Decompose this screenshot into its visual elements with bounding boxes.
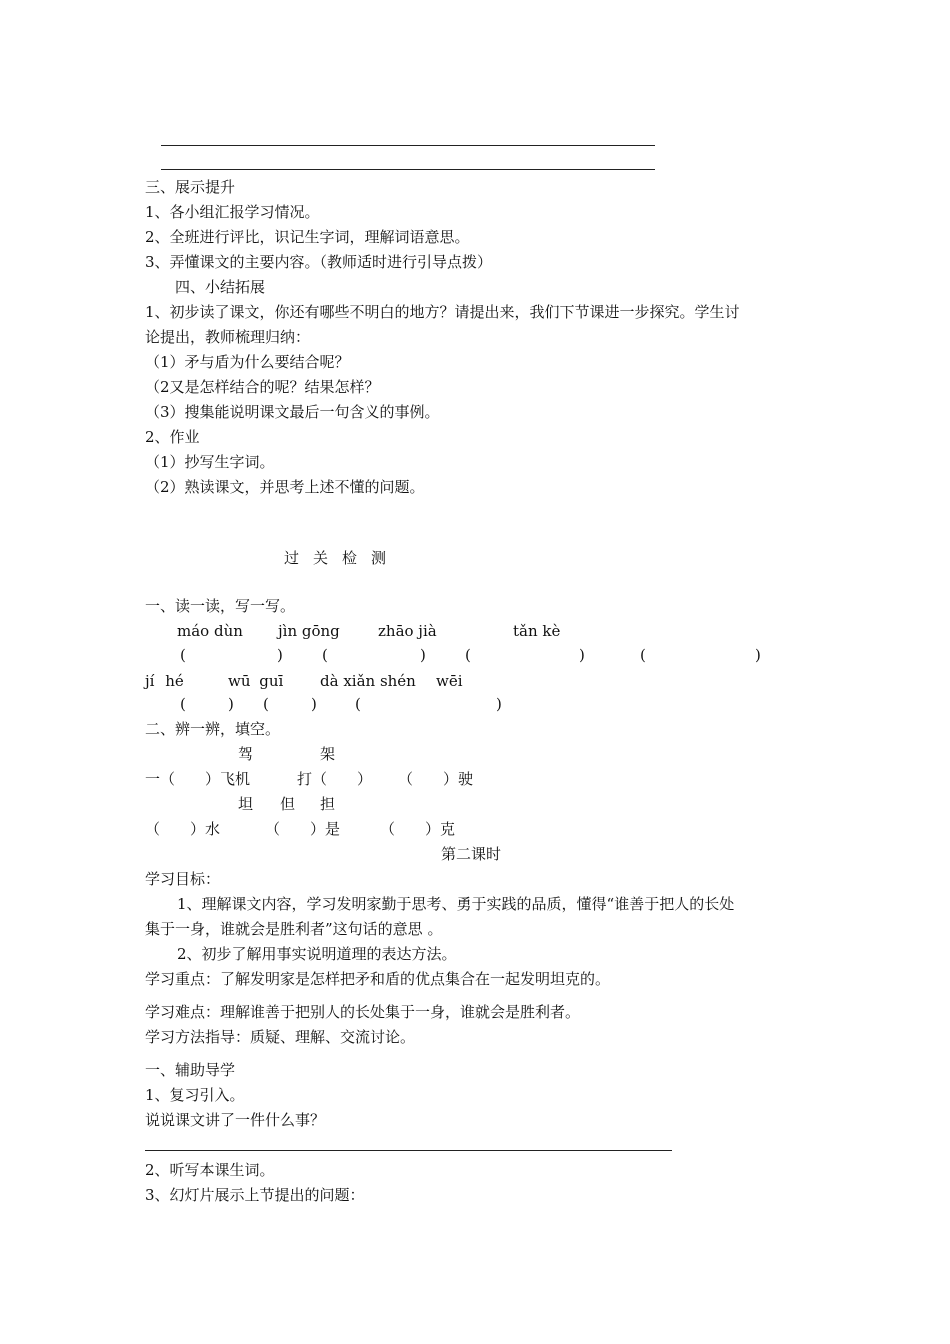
paragraph-line: 1、理解课文内容，学习发明家勤于思考、勇于实践的品质，懂得“谁善于把人的长处 xyxy=(177,895,735,913)
question-1-heading: 一、读一读，写一写。 xyxy=(145,597,296,615)
method-guide: 学习方法指导：质疑、理解、交流讨论。 xyxy=(145,1028,416,1046)
list-item: 2、全班进行评比，识记生字词，理解词语意思。 xyxy=(145,228,470,246)
fill-blank: （ ）驶 xyxy=(398,770,474,788)
char-option: 担 xyxy=(320,795,336,813)
paragraph-line: 1、初步读了课文，你还有哪些不明白的地方？请提出来，我们下节课进一步探究。学生讨 xyxy=(145,303,740,321)
pinyin-item: máo dùn xyxy=(177,622,243,640)
list-item: 2、听写本课生词。 xyxy=(145,1161,275,1179)
answer-paren-close: ) xyxy=(277,646,283,664)
section-heading-showcase: 三、展示提升 xyxy=(145,178,236,196)
answer-paren-close: ) xyxy=(311,695,317,713)
answer-paren-open: ( xyxy=(263,695,269,713)
answer-paren-open: ( xyxy=(322,646,328,664)
difficulty-point: 学习难点：理解谁善于把别人的长处集于一身，谁就会是胜利者。 xyxy=(145,1003,581,1021)
fill-blank: （ ）克 xyxy=(380,820,456,838)
paragraph-line: 2、初步了解用事实说明道理的表达方法。 xyxy=(177,945,457,963)
pinyin-item: wū guī xyxy=(228,672,284,690)
list-item: 3、幻灯片展示上节提出的问题： xyxy=(145,1186,365,1204)
answer-paren-close: ) xyxy=(420,646,426,664)
pinyin-item: wēi xyxy=(436,672,463,690)
answer-line-3 xyxy=(145,1150,672,1151)
pinyin-item: zhāo jià xyxy=(378,622,437,640)
paragraph-line: 集于一身，谁就会是胜利者”这句话的意思 。 xyxy=(145,920,443,938)
list-item: （1）矛与盾为什么要结合呢？ xyxy=(145,353,350,371)
list-item: （2又是怎样结合的呢？结果怎样？ xyxy=(145,378,380,396)
char-option: 架 xyxy=(320,745,336,763)
pinyin-item: jìn gōng xyxy=(278,622,340,640)
question-2-heading: 二、辨一辨，填空。 xyxy=(145,720,281,738)
fill-blank: （ ）水 xyxy=(145,820,221,838)
pinyin-item: jí hé xyxy=(145,672,184,690)
answer-paren-open: ( xyxy=(180,695,186,713)
answer-paren-close: ) xyxy=(228,695,234,713)
list-item: （3）搜集能说明课文最后一句含义的事例。 xyxy=(145,403,440,421)
char-option: 驾 xyxy=(238,745,254,763)
answer-paren-open: ( xyxy=(355,695,361,713)
list-item: 1、复习引入。 xyxy=(145,1086,245,1104)
fill-blank: 一（ ）飞机 xyxy=(145,770,251,788)
question-text: 说说课文讲了一件什么事？ xyxy=(145,1111,326,1129)
answer-paren-open: ( xyxy=(180,646,186,664)
answer-line-2 xyxy=(161,169,655,170)
list-item: （2）熟读课文，并思考上述不懂的问题。 xyxy=(145,478,425,496)
fill-blank: （ ）是 xyxy=(265,820,341,838)
answer-paren-close: ) xyxy=(755,646,761,664)
char-option: 坦 xyxy=(238,795,254,813)
answer-paren-close: ) xyxy=(496,695,502,713)
pinyin-item: dà xiǎn shén xyxy=(320,672,416,690)
key-point: 学习重点：了解发明家是怎样把矛和盾的优点集合在一起发明坦克的。 xyxy=(145,970,611,988)
goals-label: 学习目标： xyxy=(145,870,221,888)
list-item: 3、弄懂课文的主要内容。（教师适时进行引导点拨） xyxy=(145,253,493,271)
paragraph-line: 论提出，教师梳理归纳： xyxy=(145,328,311,346)
char-option: 但 xyxy=(280,795,296,813)
pinyin-item: tǎn kè xyxy=(513,622,561,640)
fill-blank: 打（ ） xyxy=(297,770,373,788)
section-heading-guide: 一、辅助导学 xyxy=(145,1061,236,1079)
lesson-title: 第二课时 xyxy=(441,845,502,863)
test-title: 过关检测 xyxy=(284,549,401,567)
section-heading-summary: 四、小结拓展 xyxy=(175,278,266,296)
answer-paren-open: ( xyxy=(640,646,646,664)
answer-paren-close: ) xyxy=(579,646,585,664)
answer-paren-open: ( xyxy=(465,646,471,664)
list-item: （1）抄写生字词。 xyxy=(145,453,275,471)
homework-heading: 2、作业 xyxy=(145,428,200,446)
answer-line-1 xyxy=(161,145,655,146)
list-item: 1、各小组汇报学习情况。 xyxy=(145,203,320,221)
